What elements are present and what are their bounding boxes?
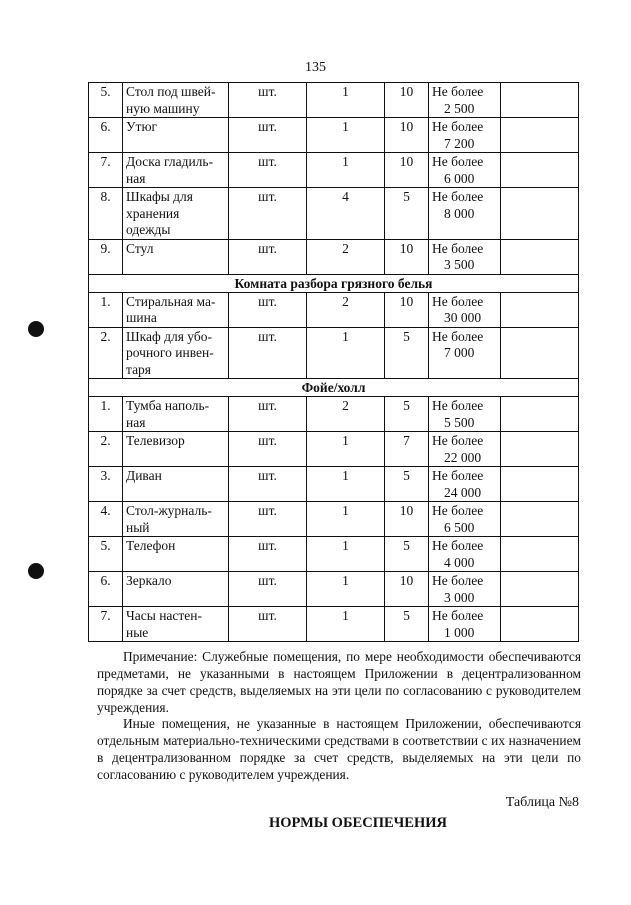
item-name-line: одежды [126, 222, 171, 237]
empty-cell [501, 607, 579, 642]
empty-cell [501, 188, 579, 240]
quantity: 1 [307, 83, 385, 118]
price-label: Не более [432, 433, 484, 448]
service-life: 5 [385, 607, 429, 642]
table-row [89, 239, 579, 274]
row-number: 9. [89, 239, 123, 274]
item-name-line: Часы настен- [126, 608, 203, 623]
service-life: 10 [385, 239, 429, 274]
row-number: 3. [89, 467, 123, 502]
empty-cell [501, 432, 579, 467]
empty-cell [501, 118, 579, 153]
note-paragraph-1 [97, 648, 581, 716]
item-name [123, 292, 229, 327]
price-limit [429, 397, 501, 432]
table-row [89, 292, 579, 327]
price-limit [429, 118, 501, 153]
price-label: Не более [432, 608, 484, 623]
price-label: Не более [432, 503, 484, 518]
service-life: 10 [385, 572, 429, 607]
price-label: Не более [432, 293, 484, 309]
item-name-line: ную машину [126, 100, 200, 116]
price-amount: 24 000 [444, 484, 482, 500]
service-life: 7 [385, 432, 429, 467]
row-number: 4. [89, 502, 123, 537]
item-name [123, 467, 229, 502]
price-limit [429, 292, 501, 327]
item-name-line: ная [126, 414, 146, 430]
quantity: 2 [307, 239, 385, 274]
service-life: 5 [385, 397, 429, 432]
table-row [89, 327, 579, 379]
price-limit [429, 432, 501, 467]
price-amount: 3 000 [444, 589, 475, 605]
quantity: 2 [307, 292, 385, 327]
quantity: 1 [307, 432, 385, 467]
unit: шт. [229, 432, 307, 467]
row-number: 7. [89, 153, 123, 188]
item-name-line: таря [126, 361, 152, 377]
empty-cell [501, 537, 579, 572]
unit: шт. [229, 188, 307, 240]
quantity: 1 [307, 327, 385, 379]
service-life: 10 [385, 292, 429, 327]
price-label: Не более [432, 154, 484, 169]
price-limit [429, 327, 501, 379]
section-row [89, 379, 579, 397]
row-number: 2. [89, 432, 123, 467]
row-number: 6. [89, 118, 123, 153]
price-label: Не более [432, 398, 484, 413]
row-number: 2. [89, 327, 123, 379]
section-title: Фойе/холл [89, 379, 579, 397]
unit: шт. [229, 153, 307, 188]
quantity: 1 [307, 467, 385, 502]
row-number: 6. [89, 572, 123, 607]
table-row [89, 432, 579, 467]
empty-cell [501, 397, 579, 432]
item-name-line: ные [126, 624, 149, 640]
unit: шт. [229, 239, 307, 274]
service-life: 10 [385, 502, 429, 537]
price-label: Не более [432, 328, 484, 344]
item-name [123, 239, 229, 274]
section-row [89, 274, 579, 292]
price-limit [429, 467, 501, 502]
quantity: 1 [307, 118, 385, 153]
row-number: 1. [89, 292, 123, 327]
row-number: 8. [89, 188, 123, 240]
service-life: 10 [385, 118, 429, 153]
item-name-line: Стул [126, 240, 154, 256]
price-amount: 7 200 [444, 135, 475, 151]
item-name-line: Стол-журналь- [126, 503, 212, 518]
price-amount: 3 500 [444, 257, 475, 272]
quantity: 2 [307, 397, 385, 432]
item-name-line: Зеркало [126, 573, 172, 588]
quantity: 1 [307, 537, 385, 572]
price-limit [429, 153, 501, 188]
row-number: 5. [89, 83, 123, 118]
table-row [89, 537, 579, 572]
item-name [123, 537, 229, 572]
table-row [89, 83, 579, 118]
table-row [89, 467, 579, 502]
item-name-line: Телефон [126, 538, 176, 553]
table-label: Таблица №8 [505, 795, 579, 810]
quantity: 1 [307, 502, 385, 537]
price-amount: 2 500 [444, 100, 475, 116]
item-name-line: шина [126, 310, 157, 325]
item-name [123, 607, 229, 642]
table-row [89, 572, 579, 607]
item-name-line: ная [126, 170, 146, 186]
quantity: 1 [307, 607, 385, 642]
unit: шт. [229, 327, 307, 379]
note-text-1: Примечание: Служебные помещения, по мере необходимости обеспечиваются предметами, не указанными в настоящем Приложении в децентрализованном порядке за счет средств, выделяемых на эти цели по согласованию с руководителем учреждения. [97, 649, 581, 715]
empty-cell [501, 239, 579, 274]
service-life: 10 [385, 83, 429, 118]
quantity: 1 [307, 153, 385, 188]
empty-cell [501, 572, 579, 607]
unit: шт. [229, 572, 307, 607]
note-paragraph-2 [97, 715, 581, 783]
price-label: Не более [432, 468, 484, 483]
price-limit [429, 502, 501, 537]
unit: шт. [229, 118, 307, 153]
empty-cell [501, 83, 579, 118]
price-label: Не более [432, 538, 484, 553]
item-name [123, 397, 229, 432]
price-limit [429, 572, 501, 607]
item-name [123, 432, 229, 467]
page-number: 135 [305, 60, 326, 75]
price-label: Не более [432, 240, 484, 256]
item-name-line: Доска гладиль- [126, 154, 214, 169]
price-label: Не более [432, 189, 484, 204]
punch-hole-top [28, 321, 44, 337]
unit: шт. [229, 83, 307, 118]
unit: шт. [229, 397, 307, 432]
service-life: 10 [385, 153, 429, 188]
unit: шт. [229, 502, 307, 537]
price-label: Не более [432, 573, 484, 588]
price-limit [429, 537, 501, 572]
item-name [123, 188, 229, 240]
item-name-line: рочного инвен- [126, 345, 214, 360]
price-amount: 5 500 [444, 414, 475, 430]
empty-cell [501, 327, 579, 379]
row-number: 5. [89, 537, 123, 572]
item-name-line: Стол под швей- [126, 84, 216, 99]
item-name-line: ный [126, 519, 150, 535]
item-name [123, 502, 229, 537]
unit: шт. [229, 292, 307, 327]
price-amount: 22 000 [444, 449, 482, 465]
unit: шт. [229, 607, 307, 642]
empty-cell [501, 502, 579, 537]
unit: шт. [229, 537, 307, 572]
quantity: 1 [307, 572, 385, 607]
item-name [123, 572, 229, 607]
empty-cell [501, 292, 579, 327]
price-limit [429, 83, 501, 118]
table-row [89, 502, 579, 537]
empty-cell [501, 467, 579, 502]
unit: шт. [229, 467, 307, 502]
item-name-line: Тумба наполь- [126, 398, 210, 413]
item-name-line: Диван [126, 468, 162, 483]
table-row [89, 118, 579, 153]
item-name [123, 118, 229, 153]
price-amount: 7 000 [444, 345, 475, 360]
item-name-line: хранения [126, 205, 180, 221]
price-amount: 1 000 [444, 624, 475, 640]
table-row [89, 153, 579, 188]
price-amount: 30 000 [444, 310, 482, 325]
norms-table [88, 82, 579, 642]
item-name-line: Шкафы для [126, 189, 193, 204]
norms-table-body [89, 83, 579, 642]
item-name [123, 153, 229, 188]
item-name [123, 83, 229, 118]
service-life: 5 [385, 327, 429, 379]
service-life: 5 [385, 467, 429, 502]
price-label: Не более [432, 84, 484, 99]
table-row [89, 607, 579, 642]
section-title: Комната разбора грязного белья [89, 274, 579, 292]
price-amount: 8 000 [444, 205, 475, 221]
price-limit [429, 239, 501, 274]
price-limit [429, 188, 501, 240]
empty-cell [501, 153, 579, 188]
quantity: 4 [307, 188, 385, 240]
punch-hole-bottom [28, 563, 44, 579]
row-number: 7. [89, 607, 123, 642]
item-name-line: Утюг [126, 119, 158, 134]
item-name-line: Шкаф для убо- [126, 328, 212, 344]
price-label: Не более [432, 119, 484, 134]
price-amount: 4 000 [444, 554, 475, 570]
price-amount: 6 500 [444, 519, 475, 535]
price-limit [429, 607, 501, 642]
row-number: 1. [89, 397, 123, 432]
section-heading: НОРМЫ ОБЕСПЕЧЕНИЯ [269, 815, 447, 831]
table-row [89, 397, 579, 432]
note-text-2: Иные помещения, не указанные в настоящем Приложении, обеспечиваются отдельным материально-техническими средствами в соответствии с их назначением в децентрализованном порядке за счет средств, выделяемых на эти цели по согласованию с руководителем учреждения. [97, 716, 581, 782]
item-name-line: Телевизор [126, 433, 185, 448]
item-name-line: Стиральная ма- [126, 293, 216, 309]
service-life: 5 [385, 188, 429, 240]
table-row [89, 188, 579, 240]
item-name [123, 327, 229, 379]
service-life: 5 [385, 537, 429, 572]
price-amount: 6 000 [444, 170, 475, 186]
